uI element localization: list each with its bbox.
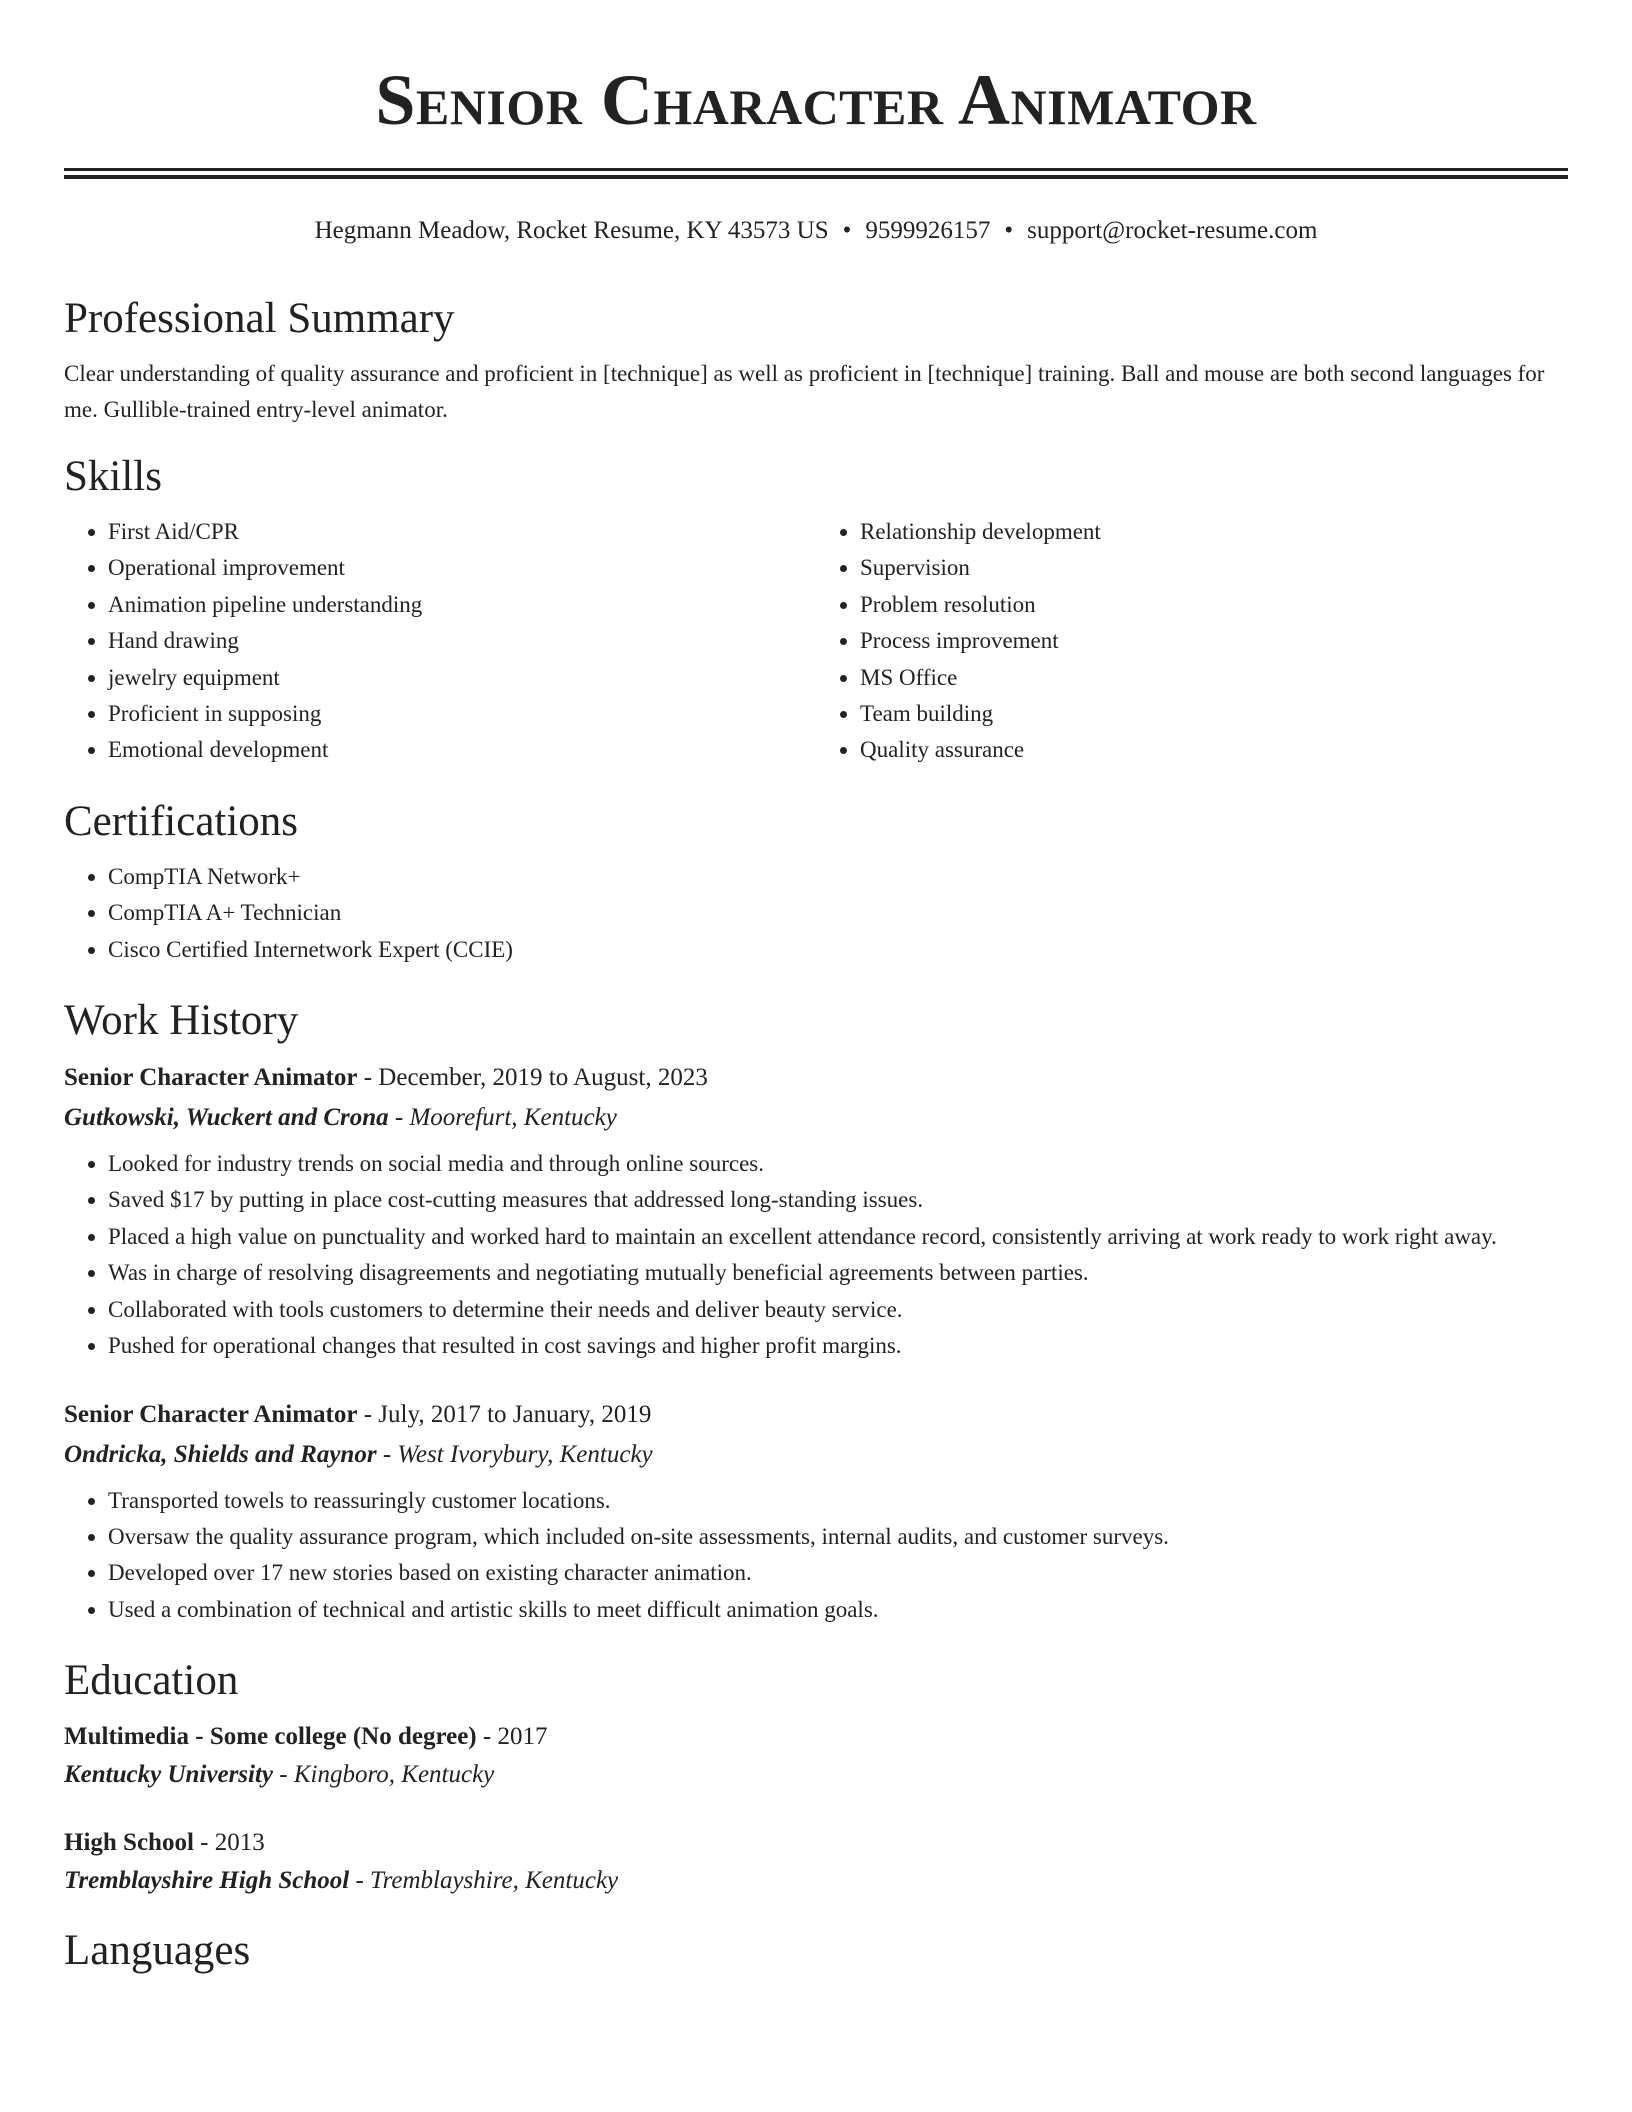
job-company-line — [64, 1435, 1568, 1475]
skills-columns — [64, 514, 1568, 769]
education-school: Tremblayshire High School — [64, 1867, 350, 1895]
resume-name: Senior Character Animator — [375, 60, 1257, 140]
education-degree-line — [64, 1718, 1568, 1756]
summary-text: Clear understanding of quality assurance and proficient in [technique] as well as proficient in [technique] training. Ball and mouse are both second languages for me. Gullible-trained entry-level animator. — [64, 361, 1545, 422]
languages-section — [64, 1922, 1568, 1980]
certifications-list — [64, 859, 1568, 968]
certification-item: • Cisco Certified Internetwork Expert (CCIE) — [108, 932, 1568, 968]
job-location: - Moorefurt, Kentucky — [388, 1104, 617, 1132]
skill-item: • Problem resolution — [860, 587, 1568, 623]
skills-list-right — [816, 514, 1568, 769]
job-company: Ondricka, Shields and Raynor — [64, 1440, 377, 1468]
job-bullet: • Looked for industry trends on social media and through online sources. — [108, 1146, 1568, 1182]
skill-item: • Relationship development — [860, 514, 1568, 550]
contact-separator: • — [842, 217, 852, 244]
education-entry — [64, 1718, 1568, 1794]
section-heading: Skills — [64, 453, 162, 500]
skill-item: • Supervision — [860, 550, 1568, 586]
header-rule-bottom — [64, 175, 1568, 179]
certification-item: • CompTIA Network+ — [108, 859, 1568, 895]
education-year: - 2017 — [476, 1723, 548, 1751]
section-heading: Work History — [64, 997, 299, 1045]
job-bullet: • Was in charge of resolving disagreements and negotiating mutually beneficial agreements between parties. — [108, 1255, 1568, 1291]
job-title-line — [64, 1058, 1568, 1098]
skill-item: • Emotional development — [108, 732, 816, 768]
resume-content — [64, 290, 1568, 1988]
job-title: Senior Character Animator — [64, 1064, 358, 1092]
contact-email[interactable]: support@rocket-resume.com — [1027, 217, 1318, 244]
header-rule-top — [64, 168, 1568, 171]
job-bullet: • Placed a high value on punctuality and worked hard to maintain an excellent attendance record, consistently arriving at work ready to work right away. — [108, 1219, 1568, 1255]
education-school-line — [64, 1862, 1568, 1900]
job-bullets — [64, 1483, 1568, 1629]
job-bullet: • Collaborated with tools customers to determine their needs and deliver beauty service. — [108, 1292, 1568, 1328]
section-heading: Certifications — [64, 797, 299, 845]
skill-item: • MS Office — [860, 660, 1568, 696]
job-location: - West Ivorybury, Kentucky — [376, 1440, 653, 1468]
job-entry — [64, 1058, 1568, 1364]
job-bullet: • Developed over 17 new stories based on existing character animation. — [108, 1555, 1568, 1591]
contact-phone: 9599926157 — [865, 217, 991, 244]
education-degree: Multimedia - Some college (No degree) — [64, 1723, 477, 1751]
skill-item: • Operational improvement — [108, 550, 816, 586]
section-heading: Professional Summary — [64, 295, 455, 342]
skill-item: • First Aid/CPR — [108, 514, 816, 550]
education-location: - Kingboro, Kentucky — [273, 1761, 495, 1789]
skill-item: • Quality assurance — [860, 732, 1568, 768]
education-school: Kentucky University — [64, 1761, 274, 1789]
education-degree: High School — [64, 1829, 194, 1857]
job-bullet: • Pushed for operational changes that resulted in cost savings and higher profit margins. — [108, 1328, 1568, 1364]
section-heading: Education — [64, 1657, 239, 1705]
section-heading: Languages — [64, 1927, 251, 1975]
job-entry — [64, 1395, 1568, 1629]
job-company: Gutkowski, Wuckert and Crona — [64, 1104, 389, 1132]
job-dates: - July, 2017 to January, 2019 — [357, 1400, 652, 1428]
summary-section — [64, 290, 1568, 428]
work-history-section — [64, 992, 1568, 1628]
job-company-line — [64, 1098, 1568, 1138]
skill-item: • Animation pipeline understanding — [108, 587, 816, 623]
education-section — [64, 1652, 1568, 1900]
certifications-section — [64, 793, 1568, 968]
job-bullet: • Oversaw the quality assurance program, which included on-site assessments, internal audits, and customer surveys. — [108, 1519, 1568, 1555]
education-school-line — [64, 1756, 1568, 1794]
job-dates: - December, 2019 to August, 2023 — [357, 1064, 708, 1092]
skill-item: • Proficient in supposing — [108, 696, 816, 732]
job-title-line — [64, 1395, 1568, 1435]
contact-address: Hegmann Meadow, Rocket Resume, KY 43573 US — [314, 217, 829, 244]
education-degree-line — [64, 1824, 1568, 1862]
education-year: - 2013 — [193, 1829, 265, 1857]
job-title: Senior Character Animator — [64, 1400, 358, 1428]
education-location: - Tremblayshire, Kentucky — [349, 1867, 619, 1895]
job-bullet: • Transported towels to reassuringly customer locations. — [108, 1483, 1568, 1519]
skills-list-left — [64, 514, 816, 769]
skill-item: • jewelry equipment — [108, 660, 816, 696]
skills-section — [64, 448, 1568, 769]
skill-item: • Team building — [860, 696, 1568, 732]
contact-line — [64, 214, 1568, 248]
job-bullet: • Used a combination of technical and artistic skills to meet difficult animation goals. — [108, 1592, 1568, 1628]
skill-item: • Process improvement — [860, 623, 1568, 659]
job-bullet: • Saved $17 by putting in place cost-cutting measures that addressed long-standing issues. — [108, 1182, 1568, 1218]
contact-separator: • — [1004, 217, 1014, 244]
skill-item: • Hand drawing — [108, 623, 816, 659]
job-bullets — [64, 1146, 1568, 1364]
education-entry — [64, 1824, 1568, 1900]
certification-item: • CompTIA A+ Technician — [108, 895, 1568, 931]
